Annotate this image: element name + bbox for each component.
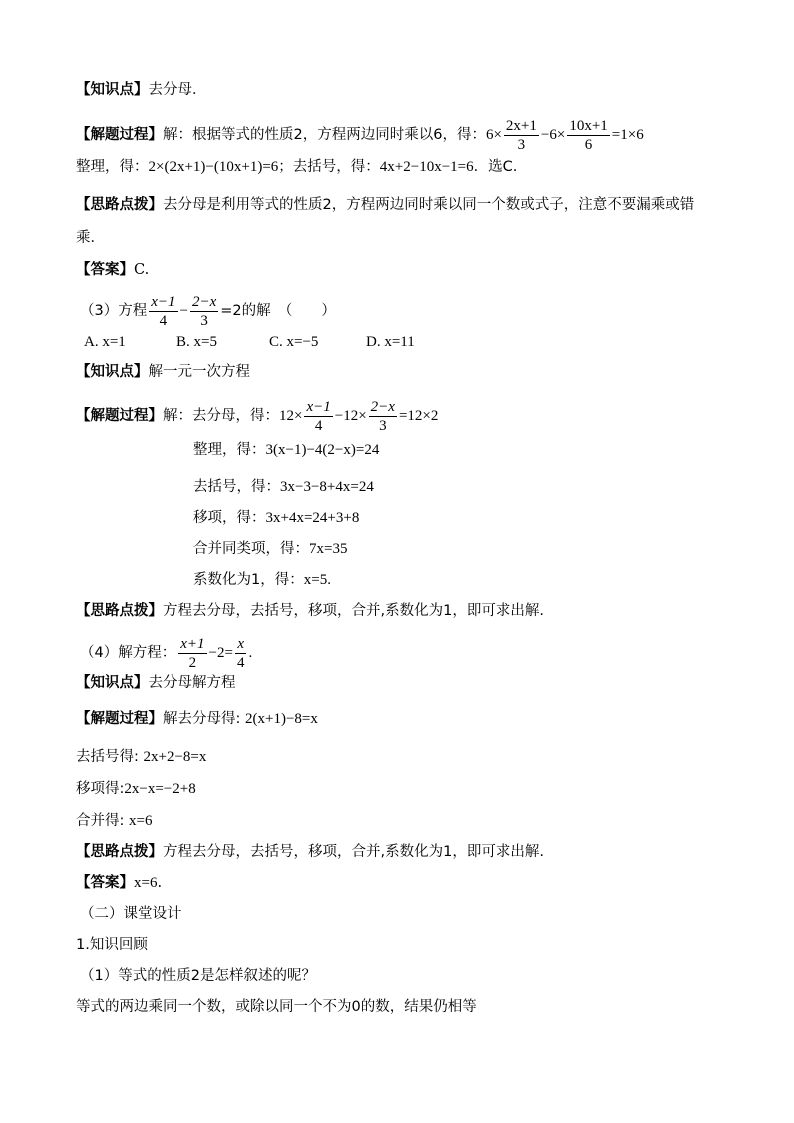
equation: 12× $\frac{x-1}{4}$ −12× $\frac{2-x}{3}$ =12×2 bbox=[279, 399, 439, 434]
option-d: D. x=11 bbox=[366, 334, 415, 350]
question-3: （3）方程 $\frac{x-1}{4}$ − $\frac{2-x}{3}$ =2的解 （ ） bbox=[80, 294, 336, 329]
hint: 【思路点拨】方程去分母，去括号，移项，合并,系数化为1，即可求出解. bbox=[76, 844, 544, 860]
hint-text-cont: 乘． bbox=[76, 230, 105, 246]
fraction: $\frac{x}{4}$ bbox=[236, 636, 245, 671]
step-line: 合并得: x=6 bbox=[76, 813, 153, 829]
option-a: A. x=1 bbox=[84, 334, 126, 350]
question-5: （1）等式的性质2是怎样叙述的呢？ bbox=[80, 968, 316, 984]
answer-text: 等式的两边乘同一个数，或除以同一个不为0的数，结果仍相等 bbox=[76, 999, 477, 1015]
equation: 2×(2x+1)−(10x+1)=6 bbox=[148, 159, 279, 175]
tag-solution: 【解题过程】 bbox=[76, 126, 163, 143]
simplify-line: 整理，得：2×(2x+1)−(10x+1)=6；去括号，得：4x+2−10x−1=6．选C. bbox=[76, 159, 518, 175]
fraction: $\frac{10x+1}{6}$ bbox=[569, 118, 608, 153]
knowledge-point: 【知识点】解一元一次方程 bbox=[76, 364, 250, 380]
fraction: $\frac{x-1}{4}$ bbox=[306, 399, 331, 434]
knowledge-text: 去分母． bbox=[148, 82, 207, 98]
subsection-heading: 1.知识回顾 bbox=[76, 937, 148, 953]
step-line: 移项，得：3x+4x=24+3+8 bbox=[193, 510, 360, 526]
knowledge-point bbox=[76, 80, 207, 100]
fraction: $\frac{2-x}{3}$ bbox=[191, 294, 217, 329]
step-line: 系数化为1，得：x=5. bbox=[193, 572, 331, 588]
option-c: C. x=−5 bbox=[269, 334, 319, 350]
solution-text: 解：根据等式的性质2，方程两边同时乘以6，得： bbox=[163, 126, 486, 143]
step-line: 去括号得: 2x+2−8=x bbox=[76, 749, 207, 765]
hint bbox=[76, 195, 694, 215]
fraction: $\frac{x-1}{4}$ bbox=[151, 294, 176, 329]
answer bbox=[76, 260, 149, 280]
tag-knowledge: 【知识点】 bbox=[76, 82, 149, 98]
equation: $\frac{x+1}{2}$ −2= $\frac{x}{4}$ . bbox=[180, 636, 253, 671]
fraction: $\frac{x+1}{2}$ bbox=[180, 636, 205, 671]
solution-process: 【解题过程】解：去分母，得：12× $\frac{x-1}{4}$ −12× $\frac{2-x}{3}$ =12×2 bbox=[76, 399, 439, 434]
tag-hint: 【思路点拨】 bbox=[76, 197, 163, 213]
equation: 4x+2−10x−1=6 bbox=[379, 159, 474, 175]
solution-process: 【解题过程】解去分母得: 2(x+1)−8=x bbox=[76, 711, 318, 727]
knowledge-point: 【知识点】去分母解方程 bbox=[76, 675, 236, 691]
fraction: $\frac{2x+1}{3}$ bbox=[505, 118, 537, 153]
step-line: 去括号，得：3x−3−8+4x=24 bbox=[193, 479, 374, 495]
answer: 【答案】x=6. bbox=[76, 875, 163, 891]
hint: 【思路点拨】方程去分母，去括号，移项，合并,系数化为1，即可求出解. bbox=[76, 603, 544, 619]
step-line: 合并同类项，得：7x=35 bbox=[193, 541, 348, 557]
tag-answer: 【答案】 bbox=[76, 262, 134, 278]
option-b: B. x=5 bbox=[176, 334, 217, 350]
equation: 6× $\frac{2x+1}{3}$ −6× $\frac{10x+1}{6}$ =1×6 bbox=[485, 118, 644, 153]
solution-process bbox=[76, 117, 644, 154]
step-line: 整理，得：3(x−1)−4(2−x)=24 bbox=[193, 442, 380, 458]
step-line: 移项得:2x−x=−2+8 bbox=[76, 781, 196, 797]
equation: $\frac{x-1}{4}$ − $\frac{2-x}{3}$ bbox=[151, 294, 217, 329]
answer-text: C. bbox=[134, 262, 150, 278]
fraction: $\frac{2-x}{3}$ bbox=[370, 399, 395, 434]
section-heading: （二）课堂设计 bbox=[80, 906, 182, 922]
question-4: （4）解方程： $\frac{x+1}{2}$ −2= $\frac{x}{4}$ . bbox=[80, 636, 253, 671]
hint-text: 去分母是利用等式的性质2，方程两边同时乘以同一个数或式子，注意不要漏乘或错 bbox=[163, 197, 695, 213]
